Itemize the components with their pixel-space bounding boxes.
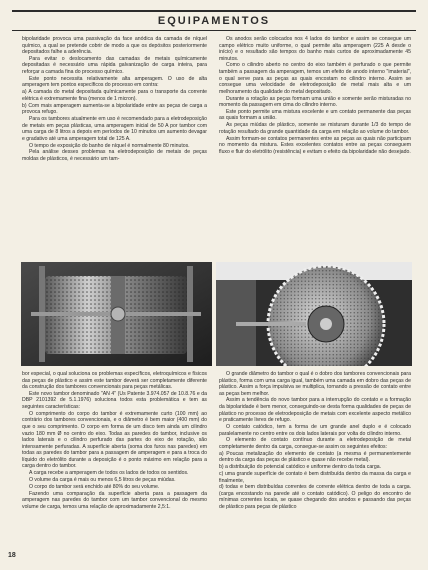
paragraph: O grande diâmetro do tambor o qual é o dobro dos tambores convencionais para plástico, forma com uma carga igual, também uma camada em dobro das peças de plástico. Assim a força impulsiva se multiplica, tornando a pressão de contato entre as peças bem melhor. (219, 371, 411, 397)
paragraph: A carga recebe a amperagem de todos os lados de todos os sentidos. (29, 470, 189, 477)
paragraph: O volume da carga é mais ou menos 6,5 litros de peças miúdas. (29, 476, 176, 483)
paragraph: Assim a tendência do novo tambor para a interrupção do contato e a formação da bipolaridade é bem menor, conseguindo-se desta forma qualidades de peças de plástico no processo de eletrodeposição de metais com excelente aspecto metálico e praticamente livres de refugo. (219, 397, 411, 424)
paragraph: Para evitar o deslocamento das camadas de metais químicamente depositadas é necessário uma rápida galvanização de carga inteira, para reforçar a camada fina do processo químico. (22, 55, 207, 76)
text-column-bottom-left (22, 371, 207, 561)
paragraph: Fazendo uma comparação da superfície aberta para a passagem da amperagem nas paredes do tambor com um tambor convencional do mesmo volume de carga, temos uma relação de aproximadamente 2,5:1. (22, 490, 207, 510)
paragraph: bipolaridade provoca uma passivação da face anódica da camada de níquel químico, a qual se pretende cobrir de modo a que os depósitos posteriormente depositados falhe a aderência. (22, 36, 207, 56)
paragraph: Este ponto permite uma mistura excelente e um contato permanente das peças as quais formam a união. (219, 108, 411, 122)
list-item: b) Com mais amperagem aumenta-se a bipolaridade entre as peças de carga a provoca refugo. (22, 102, 207, 116)
list-item: c) uma grande superfície de contato é bem distribuída dentro da massa da carga e finalmente, (219, 470, 411, 484)
paragraph: Para os tambores atualmente em uso é recomendado para a eletrodeposição de metais em peças plásticas, uma amperagem inicial de 50 A por tambor com uma carga de 8 litros a depois em períodos de 10 minutos um aumento devagar e gradativo até uma amperagem total de 125 A. (22, 116, 207, 142)
paragraph: Pela análise desses problemas na eletrodeposição de metais de peças moldas de plásticos, é necessário um tam- (22, 149, 207, 162)
barrel-drum-illustration (21, 262, 212, 366)
plating-barrel-disc-illustration (216, 262, 412, 366)
plating-barrel-disc-photo (216, 262, 412, 366)
paragraph: Este ponto necessita relativamente alta amperagem. O uso de alta amperagem tem pontos específicos do processo em contra: (22, 75, 207, 89)
paragraph: Como o cilindro aberto no centro do eixo também é perfurado o que permite também a passagem da amperagem, temos um efeito de anodo interno "imaterial", o qual serve para as peças as quais encostam no cilindro interno. Assim se consegue uma velocidade de eletrodeposição de metal mais alta e um melhoramento da qualidade do metal depositado. (219, 62, 411, 95)
list-item: b) a distribuição do potencial catódico e uniforme dentro da toda carga. (219, 464, 382, 471)
paragraph: O contato catódico, tem a forma de um grande anel duplo e é colocado paralelamente no centro entre os dois lados laterais por volta do cilindro interno. (219, 423, 411, 437)
list-item: a) A camada do metal depositada químicamente para o transporte da corrente elétrica é extremamente fina (menos de 1 micron). (22, 89, 207, 102)
section-title: EQUIPAMENTOS (157, 15, 271, 27)
paragraph: O corpo do tambor será enchido até 80% do seu volume. (29, 483, 160, 490)
paragraph: Este novo tambor denominado "AN 4" (Us Patente 3.974.057 de 10.8.76 e da DBP 2101392 de 5.1.1976) soluciona todos esta problemática e tem as seguintes características: (22, 390, 207, 411)
page-number: 18 (8, 552, 16, 559)
paragraph: O tempo de exposição do banho de níquel é normalmente 80 minutos. (29, 142, 190, 149)
paragraph: Os anodos serão colocados nos 4 lados do tambor e assim se consegue um campo elétrico muito uniforme, o qual permite alta amperagem (225 A desde o início) e o resultado são tempos do banho mais curtos de aproximadamente 45 minutos. (219, 36, 411, 62)
paragraph: bor especial, o qual soluciona os problemas específicos, eletroquímicos e físicos das peças de plástico e assim este tambor deverá ser completamente diferente da construção dos tambores convencionais para peças metálicas. (22, 371, 207, 391)
paragraph: O elemento de contato contínuo durante a eletrodeposição de metal completamente dentro da carga, consegue-se assim os seguintes efeitos: (219, 437, 411, 450)
text-column-top-right (219, 36, 411, 261)
paragraph: As peças miúdas de plástico, somente se misturam durante 1/3 do tempo de rotação resultado da grande quantidade da carga em relação ao volume do tambor. (219, 122, 411, 135)
list-item: a) Poucas metalização do elemento de contato (a mesma é permanentemente dentro da carga das peças de plástico e quase não recebe metal). (219, 450, 411, 464)
text-column-bottom-right (219, 371, 411, 561)
page-header (12, 10, 416, 31)
list-item: d) todas e bem distribuídas correntes de corrente elétrica dentro de toda a carga. (carga encostando na parede até o contato catódico). O peligo do encontro de mínimas correntes locais, se quase chegando dos anodos e passando das peças de plástico para peças de plástico (219, 484, 411, 511)
barrel-drum-photo (21, 262, 212, 366)
paragraph: Assim formam-se contatos permanentes entre as peças as quais não participam no momento da mistura. Estes excelentes contatos entre as peças conseguem fluxo e fluir do eletrólito (resistência) e evitam o efeito da bipolaridade não desejado. (219, 135, 411, 155)
paragraph: O comprimento do corpo do tambor é extremamente curto (100 mm) ao contrário dos tambores convencionais, e o diâmetro é bem maior (400 mm) do que o seu comprimento. O corpo em forma de um disco tem ainda um cilindro vazio 180 mm Ø no centro do eixo. Todas as paredes do tambor, inclusive os lados laterais e o cilindro perfurado das partes do eixo de rotação, são intensamente perfuradas. A superfície aberta (soma dos furos nas paredes) em todas as paredes do tambor para a passagem de amperagem e para a troca do líquido do eletrólito durante a deposição é o ponto máximo em relação para a carga dentro do tambor. (22, 410, 207, 470)
text-column-top-left (22, 36, 207, 261)
paragraph: Durante a rotação as peças formam uma união e somente serão misturadas no momento da passagem em cima do cilindro interno. (219, 95, 411, 109)
